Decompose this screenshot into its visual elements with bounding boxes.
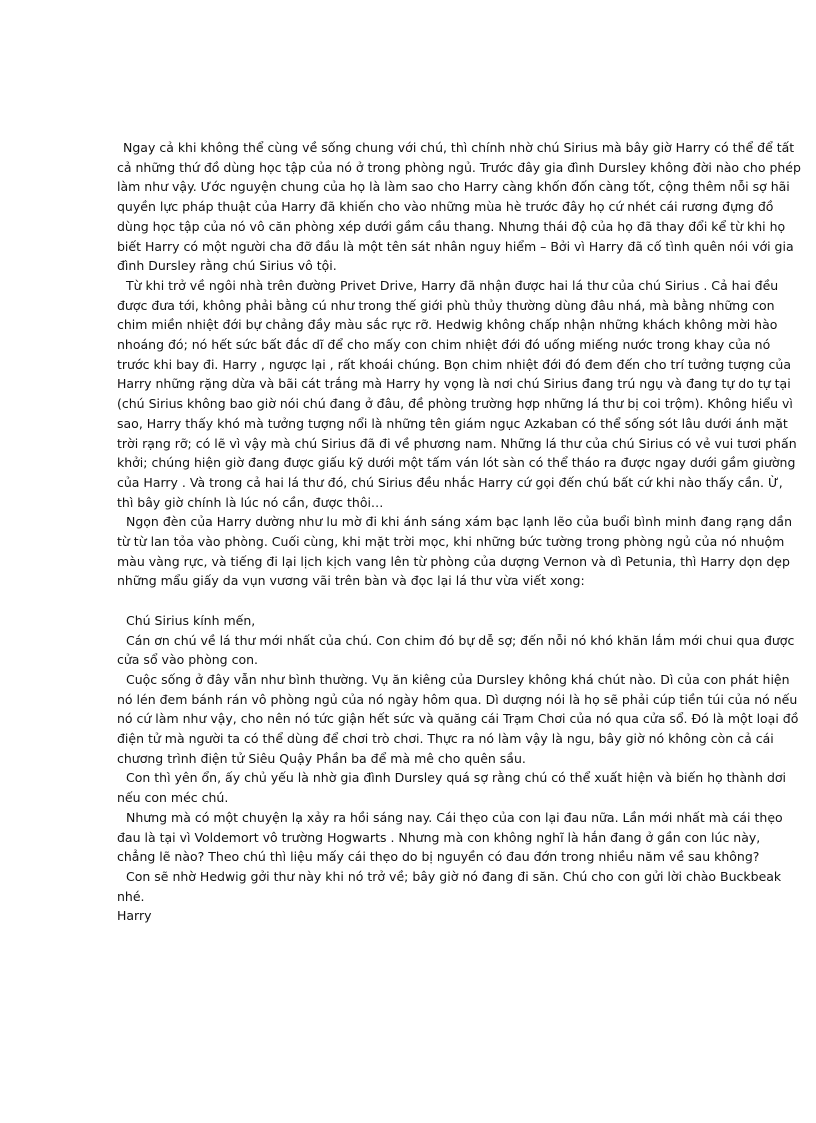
letter-paragraph: Nhưng mà có một chuyện lạ xảy ra hồi sáng nay. Cái thẹo của con lại đau nữa. Lần mới nhất mà cái thẹo đau là tại vì Voldemort vô trường Hogwarts . Nhưng mà con không nghĩ là hắn đang ở gần con lúc này, chẳng lẽ nào? Theo chú thì liệu mấy cái thẹo do bị nguyền có đau đớn trong nhiều năm về sau không? xyxy=(117,809,783,865)
paragraph: Ngay cả khi không thể cùng về sống chung với chú, thì chính nhờ chú Sirius mà bây giờ Harry có thể để tất cả những thứ đồ dùng học tập của nó ở trong phòng ngủ. Trước đây gia đình Dursley không đời nào cho phép làm như vậy. Ước nguyện chung của họ là làm sao cho Harry càng khốn đốn càng tốt, cộng thêm nỗi sợ hãi quyền lực pháp thuật của Harry đã khiến cho vào những mùa hè trước đây họ cứ nhét cái rương đựng đồ dùng học tập của nó vô căn phòng xép dưới gầm cầu thang. Nhưng thái độ của họ đã thay đổi kể từ khi họ biết Harry có một người cha đỡ đầu là một tên sát nhân nguy hiểm – Bởi vì Harry đã cố tình quên nói với gia đình Dursley rằng chú Sirius vô tội. xyxy=(117,140,801,274)
letter-paragraph: Con thì yên ổn, ấy chủ yếu là nhờ gia đình Dursley quá sợ rằng chú có thể xuất hiện và biến họ thành dơi nếu con méc chú. xyxy=(117,770,787,806)
paragraph: Ngọn đèn của Harry dường như lu mờ đi khi ánh sáng xám bạc lạnh lẽo của buổi bình minh đang rạng dần từ từ lan tỏa vào phòng. Cuối cùng, khi mặt trời mọc, khi những bức tường trong phòng ngủ của nó nhuộm màu vàng rực, và tiếng đi lại lịch kịch vang lên từ phòng của dượng Vernon và dì Petunia, thì Harry dọn dẹp những mẩu giấy da vụn vương vãi trên bàn và đọc lại lá thư vừa viết xong: xyxy=(117,514,793,589)
letter-signature: Harry xyxy=(117,908,152,924)
letter-salutation: Chú Sirius kính mến, xyxy=(126,612,256,628)
paragraph: Từ khi trở về ngôi nhà trên đường Privet Drive, Harry đã nhận được hai lá thư của chú Sirius . Cả hai đều được đưa tới, không phải bằng cú như trong thế giới phù thủy thường dùng đâu nhá, mà bằng những con chim miền nhiệt đới bự chảng đầy màu sắc rực rỡ. Hedwig không chấp nhận những khách không mời hào nhoáng đó; nó hết sức bất đắc dĩ để cho mấy con chim nhiệt đới đó uống miếng nước trong khay của nó trước khi bay đi. Harry , ngược lại , rất khoái chúng. Bọn chim nhiệt đới đó đem đến cho trí tưởng tượng của Harry những rặng dừa và bãi cát trắng mà Harry hy vọng là nơi chú Sirius đang trú ngụ và đang tự do tự tại (chú Sirius không bao giờ nói chú đang ở đâu, đề phòng trường hợp những lá thư bị coi trộm). Không hiểu vì sao, Harry thấy khó mà tưởng tượng nổi là những tên giám ngục Azkaban có thể sống sót lâu dưới ánh mặt trời rạng rỡ; có lẽ vì vậy mà chú Sirius đã đi về phương nam. Những lá thư của chú Sirius có vẻ vui tươi phấn khởi; chúng hiện giờ đang được giấu kỹ dưới một tấm ván lót sàn có thể tháo ra được ngay dưới gầm giường của Harry . Và trong cả hai lá thư đó, chú Sirius đều nhắc Harry cứ gọi đến chú bất cứ khi nào thấy cần. Ừ, thì bây giờ chính là lúc nó cần, được thôi… xyxy=(117,277,797,510)
document-body xyxy=(117,138,802,926)
letter-paragraph: Cuộc sống ở đây vẫn như bình thường. Vụ ăn kiêng của Dursley không khá chút nào. Dì của con phát hiện nó lén đem bánh rán vô phòng ngủ của nó ngày hôm qua. Dì dượng nói là họ sẽ phải cúp tiền túi của nó nếu nó cứ làm như vậy, cho nên nó tức giận hết sức và quăng cái Trạm Chơi của nó qua cửa sổ. Đó là một loại đồ điện tử mà người ta có thể dùng để chơi trò chơi. Thực ra nó làm vậy là ngu, bây giờ nó không còn cả cái chương trình điện tử Siêu Quậy Phần ba để mà mê cho quên sầu. xyxy=(117,671,799,766)
letter-paragraph: Cán ơn chú về lá thư mới nhất của chú. Con chim đó bự dễ sợ; đến nỗi nó khó khăn lắm mới chui qua được cửa sổ vào phòng con. xyxy=(117,632,795,668)
blank-line xyxy=(117,591,802,611)
letter-paragraph: Con sẽ nhờ Hedwig gởi thư này khi nó trở về; bây giờ nó đang đi săn. Chú cho con gửi lời chào Buckbeak nhé. xyxy=(117,869,782,904)
